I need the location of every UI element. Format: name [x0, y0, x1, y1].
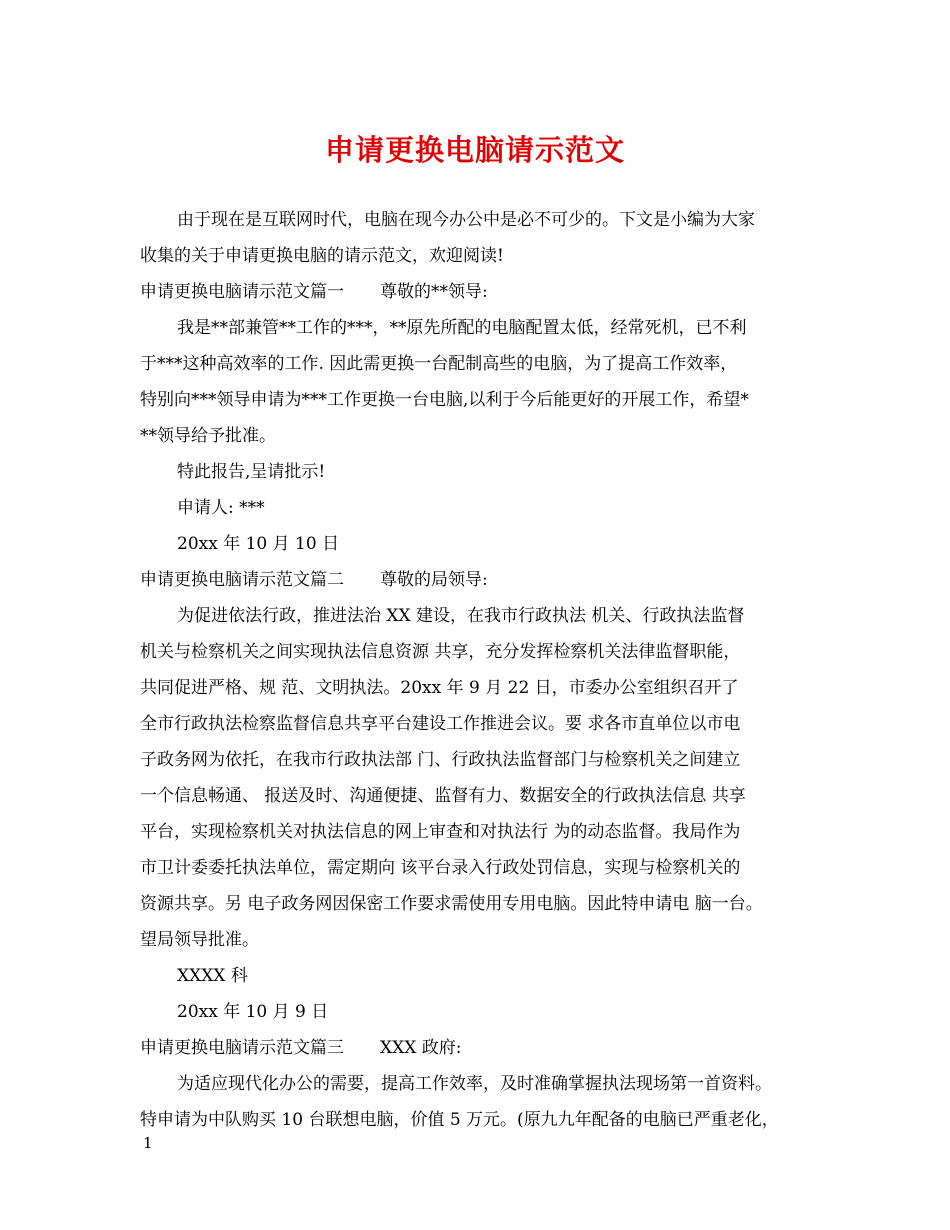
paragraph-line: **领导给予批准。	[140, 426, 276, 446]
section-heading: 申请更换电脑请示范文篇二	[140, 570, 344, 590]
section-heading: 申请更换电脑请示范文篇一	[140, 282, 344, 302]
paragraph-line: 特别向***领导申请为***工作更换一台电脑,以利于今后能更好的开展工作，希望*	[140, 390, 749, 410]
paragraph-line: 望局领导批准。	[140, 930, 259, 950]
section-heading-row	[140, 1036, 461, 1060]
signature-line: XXXX 科	[177, 966, 248, 986]
section-heading-row	[140, 568, 488, 592]
paragraph-line: 我是**部兼管**工作的***，**原先所配的电脑配置太低，经常死机，已不利	[177, 318, 747, 338]
document-title: 申请更换电脑请示范文	[324, 133, 625, 167]
intro-line: 由于现在是互联网时代，电脑在现今办公中是必不可少的。下文是小编为大家	[177, 210, 755, 230]
date-line: 20xx 年 10 月 10 日	[177, 534, 340, 554]
paragraph-line: 共同促进严格、规 范、文明执法。20xx 年 9 月 22 日，市委办公室组织召开了	[140, 678, 739, 698]
salutation: 尊敬的**领导:	[380, 282, 488, 302]
applicant-line: 申请人: ***	[177, 498, 265, 518]
salutation: 尊敬的局领导:	[380, 570, 488, 590]
closing-line: 特此报告,呈请批示!	[177, 462, 326, 482]
paragraph-line: 为适应现代化办公的需要，提高工作效率，及时准确掌握执法现场第一首资料。	[177, 1074, 772, 1094]
paragraph-line: 平台，实现检察机关对执法信息的网上审查和对执法行 为的动态监督。我局作为	[140, 822, 741, 842]
paragraph-line: 于***这种高效率的工作. 因此需更换一台配制高些的电脑，为了提高工作效率，	[140, 354, 738, 374]
paragraph-line: 全市行政执法检察监督信息共享平台建设工作推进会议。要 求各市直单位以市电	[140, 714, 741, 734]
paragraph-line: 为促进依法行政，推进法治 XX 建设，在我市行政执法 机关、行政执法监督	[177, 606, 745, 626]
intro-line: 收集的关于申请更换电脑的请示范文，欢迎阅读!	[140, 246, 504, 266]
date-line: 20xx 年 10 月 9 日	[177, 1002, 329, 1022]
paragraph-line: 资源共享。另 电子政务网因保密工作要求需使用专用电脑。因此特申请电 脑一台。	[140, 894, 763, 914]
paragraph-line: 子政务网为依托，在我市行政执法部 门、行政执法监督部门与检察机关之间建立	[140, 750, 741, 770]
section-heading: 申请更换电脑请示范文篇三	[140, 1038, 344, 1058]
salutation: XXX 政府:	[380, 1038, 462, 1058]
paragraph-line: 机关与检察机关之间实现执法信息资源 共享，充分发挥检察机关法律监督职能，	[140, 642, 741, 662]
section-heading-row	[140, 280, 488, 304]
paragraph-line: 一个信息畅通、 报送及时、沟通便捷、监督有力、数据安全的行政执法信息 共享	[140, 786, 746, 806]
page-number: 1	[143, 1134, 153, 1152]
paragraph-line: 市卫计委委托执法单位，需定期向 该平台录入行政处罚信息，实现与检察机关的	[140, 858, 741, 878]
paragraph-line: 特申请为中队购买 10 台联想电脑，价值 5 万元。(原九九年配备的电脑已严重老化，	[140, 1110, 779, 1130]
